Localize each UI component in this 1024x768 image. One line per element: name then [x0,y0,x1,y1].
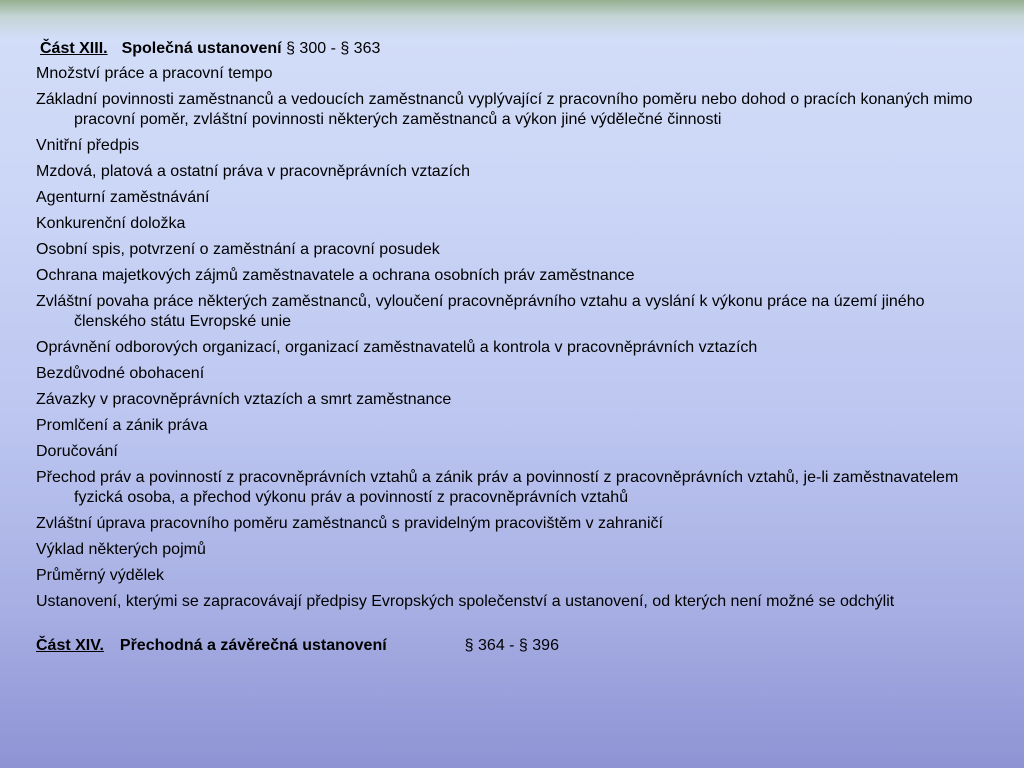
part-xiii-title: Společná ustanovení [121,40,282,57]
list-item: Osobní spis, potvrzení o zaměstnání a pracovní posudek [36,241,440,258]
part-xiv-heading [36,635,996,657]
list-item: Zvláštní úprava pracovního poměru zaměstnanců s pravidelným pracovištěm v zahraničí [36,515,663,532]
list-item: Bezdůvodné obohacení [36,365,205,382]
list-item: Přechod práv a povinností z pracovněprávních vztahů a zánik práv a povinností z pracovněprávních vztahů, je-li zaměstnavatelem fyzická osoba, a přechod výkonu práv a povinností z pracovněprávních vztahů [36,469,959,506]
part-xiv-label: Část XIV. [36,637,104,654]
list-item: Ustanovení, kterými se zapracovávají předpisy Evropských společenství a ustanovení, od kterých není možné se odchýlit [36,593,895,610]
list-item: Zvláštní povaha práce některých zaměstnanců, vyloučení pracovněprávního vztahu a vyslání k výkonu práce na území jiného členského státu Evropské unie [36,293,925,330]
part-xiii-range: § 300 - § 363 [286,40,381,57]
list-item: Ochrana majetkových zájmů zaměstnavatele a ochrana osobních práv zaměstnance [36,267,635,284]
list-item: Promlčení a zánik práva [36,417,208,434]
list-item: Mzdová, platová a ostatní práva v pracovněprávních vztazích [36,163,471,180]
list-item: Výklad některých pojmů [36,541,206,558]
list-item: Množství práce a pracovní tempo [36,65,273,82]
list-item: Základní povinnosti zaměstnanců a vedoucích zaměstnanců vyplývající z pracovního poměru nebo dohod o pracích konaných mimo pracovní poměr, zvláštní povinnosti některých zaměstnanců a výkon jiné výdělečné činnosti [36,91,973,128]
part-xiv-range: § 364 - § 396 [464,637,559,654]
list-item: Konkurenční doložka [36,215,186,232]
list-item: Oprávnění odborových organizací, organizací zaměstnavatelů a kontrola v pracovněprávních vztazích [36,339,758,356]
list-item: Agenturní zaměstnávání [36,189,210,206]
part-xiv-title: Přechodná a závěrečná ustanovení [119,637,387,654]
slide-content [36,38,996,657]
part-xiii-heading [36,38,996,60]
list-item: Doručování [36,443,118,460]
part-xiii-label: Část XIII. [40,40,108,57]
list-item: Vnitřní předpis [36,137,140,154]
list-item: Závazky v pracovněprávních vztazích a smrt zaměstnance [36,391,452,408]
list-item: Průměrný výdělek [36,567,165,584]
topic-list [36,64,996,612]
